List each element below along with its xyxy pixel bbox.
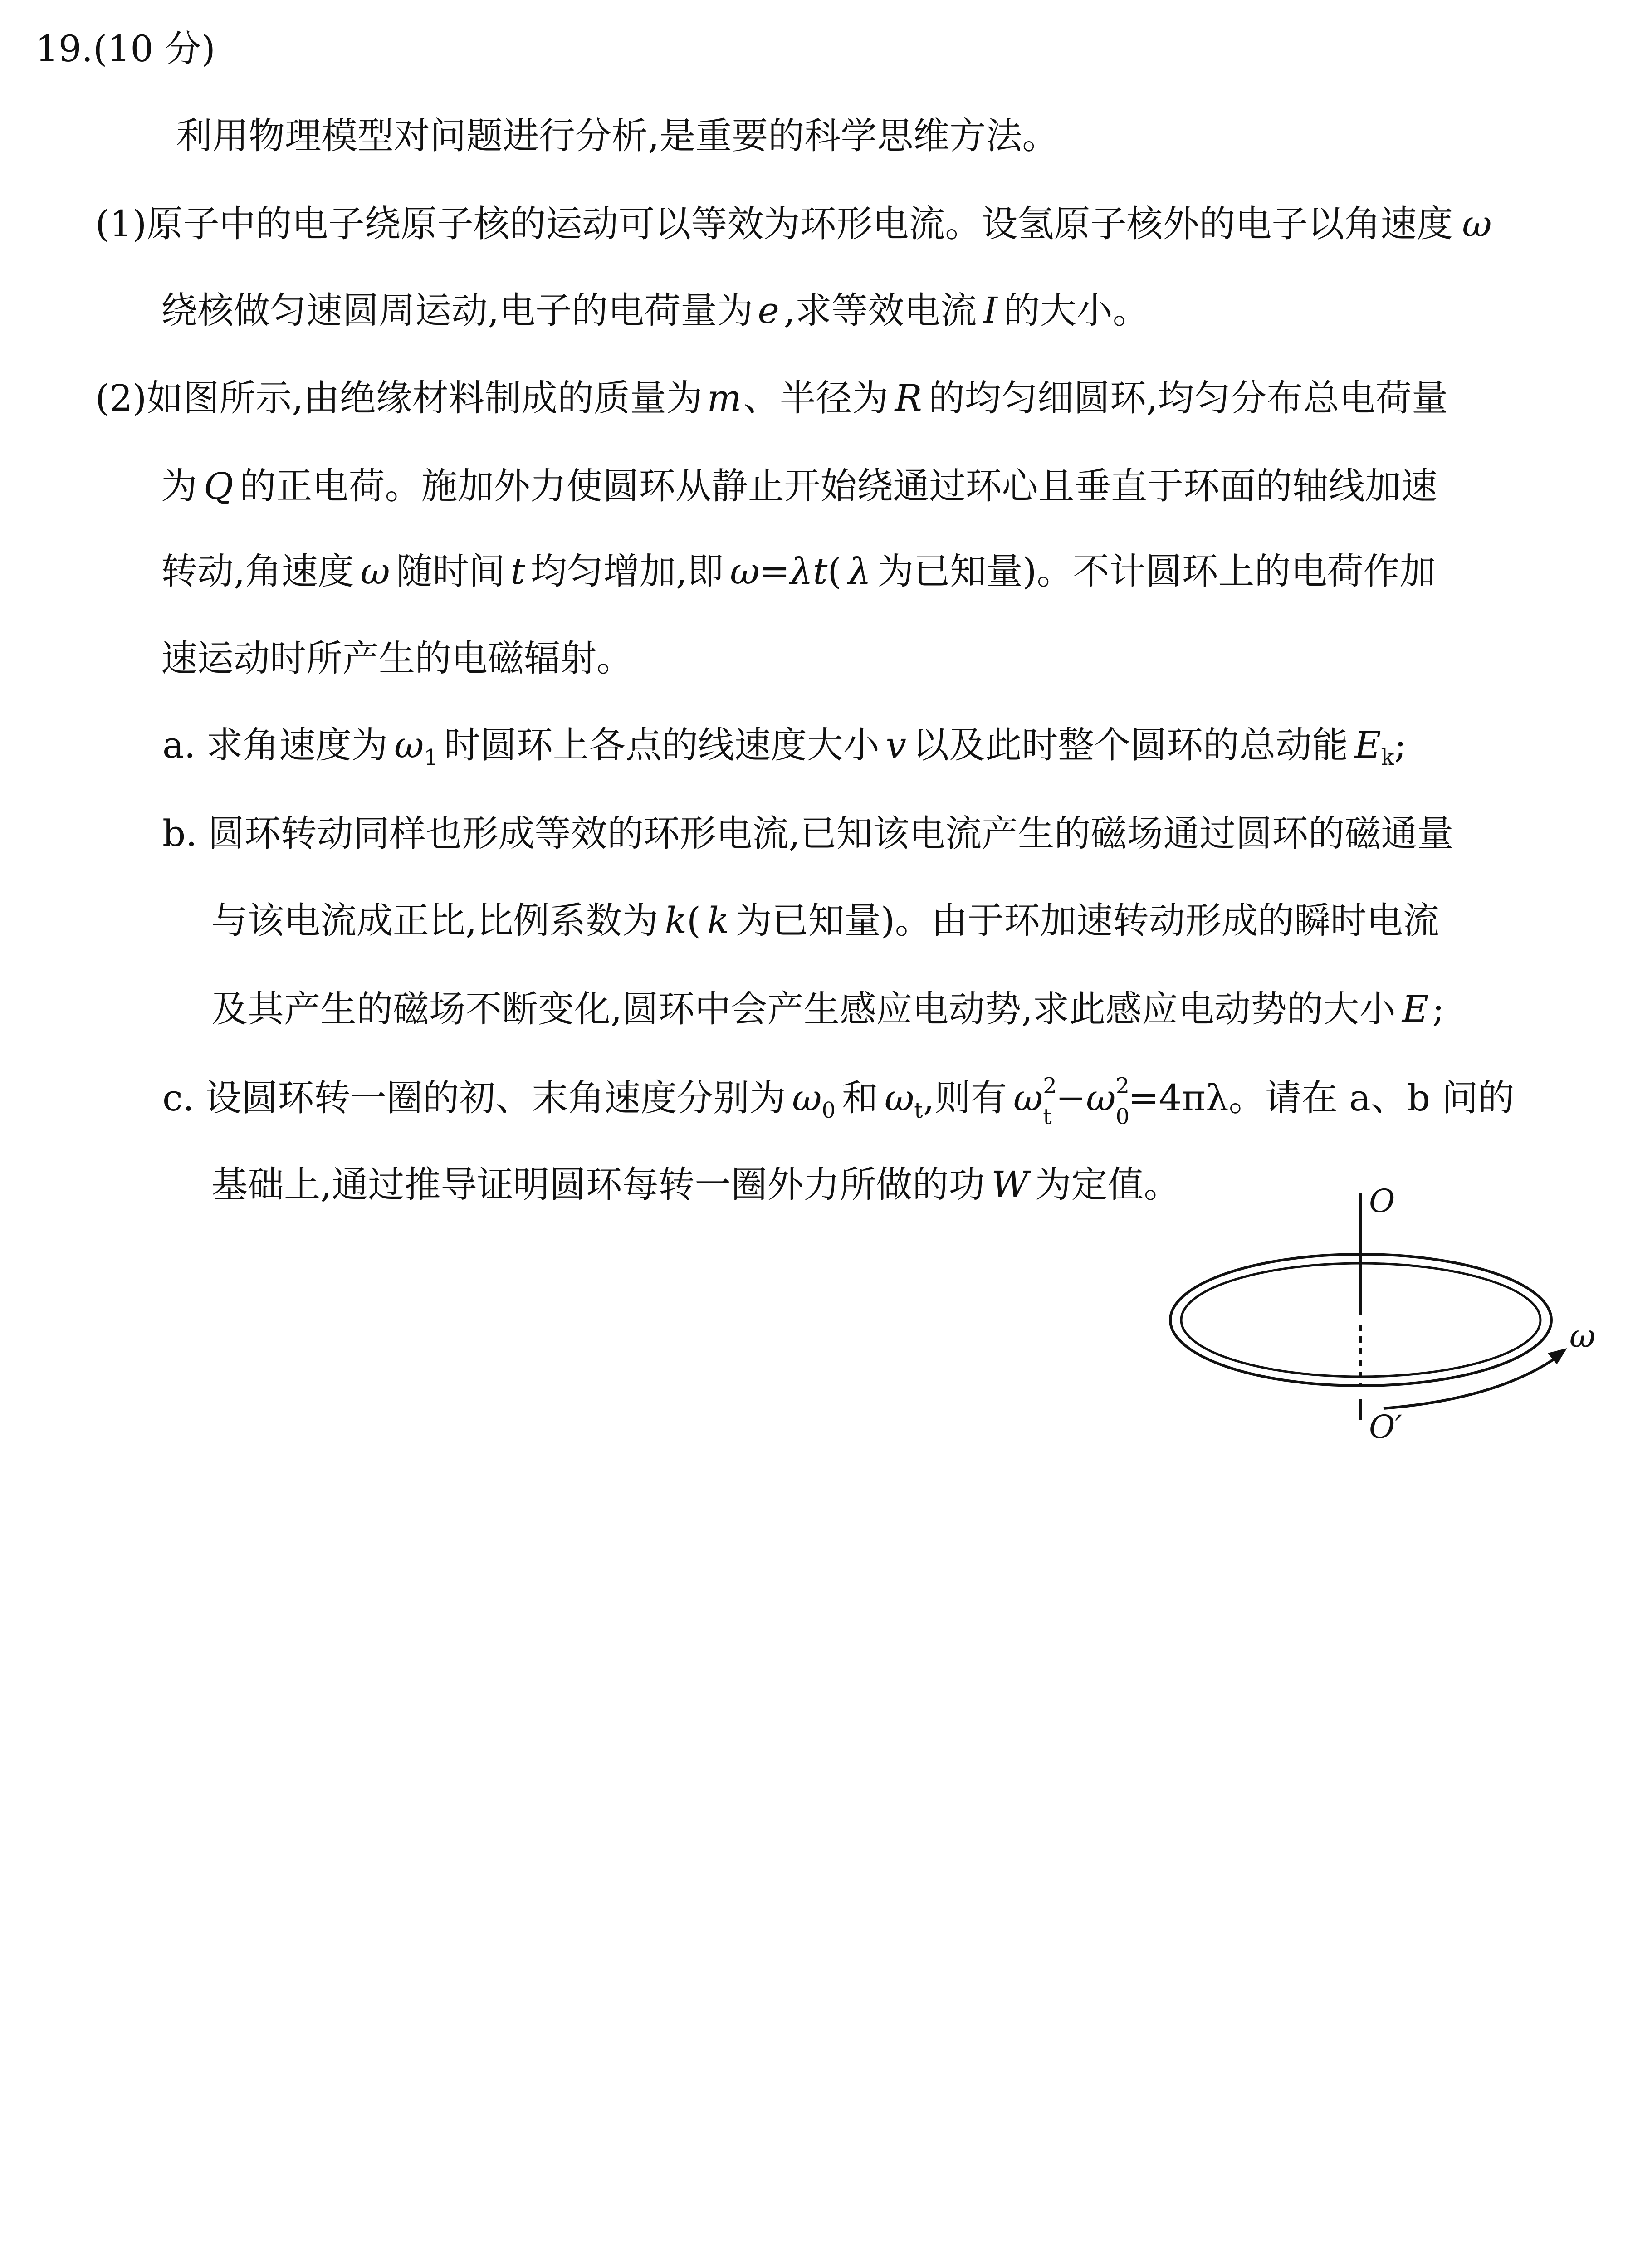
equation-rhs: =4πλ <box>1128 1077 1229 1119</box>
question-number: 19. <box>35 28 93 70</box>
part2-line3: 转动,角速度 ω 随时间 t 均匀增加,即 ω=λt( λ 为已知量)。不计圆环上的电荷作加 <box>161 550 1436 592</box>
symbol-I: I <box>983 289 997 332</box>
part2-line4: 速运动时所产生的电磁辐射。 <box>161 637 633 679</box>
part2-line2: 为 Q 的正电荷。施加外力使圆环从静止开始绕通过环心且垂直于环面的轴线加速 <box>161 465 1437 507</box>
part-a-line1: a. 求角速度为 $\omega_1$ 时圆环上各点的线速度大小 v 以及此时整个圆环的总动能 $E_k$; <box>162 724 1407 770</box>
part-a-label: a. <box>162 724 196 766</box>
part-b-label: b. <box>162 812 197 855</box>
label-omega: ω <box>1569 1318 1596 1355</box>
symbol-Ek: E <box>1354 724 1381 766</box>
label-O: O <box>1369 1183 1395 1220</box>
part-c-label: c. <box>162 1077 195 1119</box>
symbol-k: k <box>707 899 729 942</box>
equation-omega-t: ω <box>1013 1077 1043 1119</box>
part-b-line1: b. 圆环转动同样也形成等效的环形电流,已知该电流产生的磁场通过圆环的磁通量 <box>162 812 1454 855</box>
question-intro: 利用物理模型对问题进行分析,是重要的科学思维方法。 <box>176 115 1059 157</box>
symbol-v: v <box>885 724 907 766</box>
part1-line2: 绕核做匀速圆周运动,电子的电荷量为 e ,求等效电流 I 的大小。 <box>161 289 1149 332</box>
symbol-Q: Q <box>204 465 234 507</box>
symbol-omega1: ω <box>394 724 424 766</box>
symbol-k: k <box>665 899 687 942</box>
symbol-E: E <box>1402 988 1429 1030</box>
question-header <box>35 26 215 72</box>
ring-figure <box>1143 1179 1597 1470</box>
symbol-W: W <box>991 1163 1029 1206</box>
symbol-omegat: ω <box>885 1077 914 1119</box>
part2-label: (2) <box>95 377 147 419</box>
part-b-line3: 及其产生的磁场不断变化,圆环中会产生感应电动势,求此感应电动势的大小 E ; <box>211 988 1445 1030</box>
symbol-omega: ω <box>360 550 390 592</box>
part-c-line2: 基础上,通过推导证明圆环每转一圈外力所做的功 W 为定值。 <box>211 1163 1180 1206</box>
question-points: (10 分) <box>93 28 215 70</box>
symbol-lambda: λ <box>848 550 871 592</box>
symbol-omega: ω <box>1462 203 1492 245</box>
part-c-line1: c. 设圆环转一圈的初、末角速度分别为 $\omega_0$ 和 $\omega_t$,则有 ω 2 t −ω 2 0 =4πλ。请在 a、b 问的 <box>162 1073 1515 1129</box>
symbol-e: e <box>758 289 779 332</box>
part1-line1: (1)原子中的电子绕原子核的运动可以等效为环形电流。设氢原子核外的电子以角速度 ω <box>95 203 1492 245</box>
equation-omega-0: ω <box>1086 1077 1116 1119</box>
label-O-prime: O′ <box>1369 1408 1403 1446</box>
part-b-line2: 与该电流成正比,比例系数为 k( k 为已知量)。由于环加速转动形成的瞬时电流 <box>211 899 1439 942</box>
symbol-omega0: ω <box>792 1077 822 1119</box>
part1-label: (1) <box>95 203 147 245</box>
part2-line1: (2)如图所示,由绝缘材料制成的质量为 m、半径为 R 的均匀细圆环,均匀分布总电荷量 <box>95 377 1448 419</box>
formula-omega-lambda-t: ω=λt <box>730 550 828 592</box>
symbol-t: t <box>510 550 525 592</box>
symbol-m: m <box>707 377 742 419</box>
symbol-R: R <box>895 377 922 419</box>
